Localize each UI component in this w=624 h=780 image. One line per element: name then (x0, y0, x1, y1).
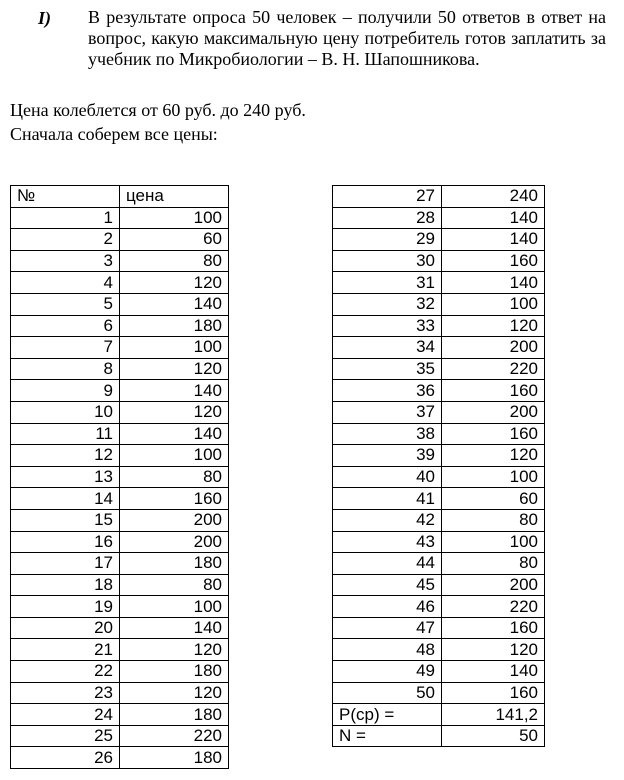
summary-value: 141,2 (442, 704, 545, 726)
row-price: 120 (120, 358, 229, 380)
table-row (11, 747, 229, 769)
row-number: 43 (333, 531, 442, 553)
row-price: 120 (120, 639, 229, 661)
row-price: 180 (120, 315, 229, 337)
table-row (11, 531, 229, 553)
table-row (333, 423, 545, 445)
row-number: 1 (11, 207, 120, 229)
table-row (333, 250, 545, 272)
row-number: 28 (333, 207, 442, 229)
row-price: 120 (120, 272, 229, 294)
price-range-text: Цена колеблется от 60 руб. до 240 руб. (10, 100, 306, 120)
table-row (333, 401, 545, 423)
table-row (333, 466, 545, 488)
row-price: 220 (442, 358, 545, 380)
row-price: 140 (120, 293, 229, 315)
row-price: 200 (120, 509, 229, 531)
summary-value: 50 (442, 725, 545, 747)
table-row (333, 445, 545, 467)
row-price: 80 (120, 250, 229, 272)
row-number: 12 (11, 445, 120, 467)
table-row (333, 358, 545, 380)
row-price: 180 (120, 747, 229, 769)
row-price: 80 (442, 509, 545, 531)
row-price: 180 (120, 553, 229, 575)
row-number: 32 (333, 293, 442, 315)
row-number: 17 (11, 553, 120, 575)
table-row (11, 466, 229, 488)
row-number: 15 (11, 509, 120, 531)
row-price: 160 (442, 423, 545, 445)
row-number: 6 (11, 315, 120, 337)
row-number: 22 (11, 661, 120, 683)
summary-label: N = (333, 725, 442, 747)
row-number: 23 (11, 682, 120, 704)
row-price: 140 (442, 229, 545, 251)
table-row (11, 725, 229, 747)
row-price: 200 (442, 574, 545, 596)
table-row (11, 315, 229, 337)
row-number: 42 (333, 509, 442, 531)
row-price: 100 (120, 207, 229, 229)
row-number: 39 (333, 445, 442, 467)
row-price: 100 (120, 596, 229, 618)
summary-label: P(ср) = (333, 704, 442, 726)
table-row (333, 531, 545, 553)
table-row (11, 704, 229, 726)
header-number: № (11, 186, 120, 208)
row-number: 9 (11, 380, 120, 402)
table-row (11, 250, 229, 272)
table-row (11, 617, 229, 639)
row-number: 31 (333, 272, 442, 294)
table-row (333, 661, 545, 683)
row-price: 140 (120, 423, 229, 445)
row-number: 41 (333, 488, 442, 510)
table-row (333, 617, 545, 639)
row-number: 18 (11, 574, 120, 596)
table-row (11, 682, 229, 704)
table-row (11, 445, 229, 467)
task-number: I) (38, 8, 51, 28)
row-number: 8 (11, 358, 120, 380)
table-row (11, 401, 229, 423)
row-price: 100 (120, 445, 229, 467)
row-number: 24 (11, 704, 120, 726)
row-number: 40 (333, 466, 442, 488)
table-row (333, 272, 545, 294)
row-price: 140 (442, 272, 545, 294)
table-row (11, 553, 229, 575)
row-price: 100 (442, 466, 545, 488)
row-price: 200 (120, 531, 229, 553)
row-price: 120 (442, 639, 545, 661)
row-number: 49 (333, 661, 442, 683)
row-number: 47 (333, 617, 442, 639)
row-number: 33 (333, 315, 442, 337)
table-row (11, 423, 229, 445)
table-row (333, 509, 545, 531)
table-row (333, 682, 545, 704)
row-number: 14 (11, 488, 120, 510)
row-price: 220 (120, 725, 229, 747)
row-price: 160 (442, 380, 545, 402)
row-price: 140 (120, 380, 229, 402)
row-number: 46 (333, 596, 442, 618)
row-price: 160 (120, 488, 229, 510)
row-price: 120 (442, 445, 545, 467)
table-row (11, 639, 229, 661)
table-row (333, 596, 545, 618)
row-price: 140 (442, 661, 545, 683)
row-price: 120 (120, 401, 229, 423)
table-row (333, 186, 545, 208)
row-number: 38 (333, 423, 442, 445)
row-price: 140 (442, 207, 545, 229)
row-number: 27 (333, 186, 442, 208)
row-number: 50 (333, 682, 442, 704)
table-row (11, 488, 229, 510)
table-row (333, 337, 545, 359)
row-price: 140 (120, 617, 229, 639)
row-price: 220 (442, 596, 545, 618)
table-row (11, 596, 229, 618)
row-price: 100 (120, 337, 229, 359)
row-price: 120 (120, 682, 229, 704)
row-number: 5 (11, 293, 120, 315)
table-row (333, 293, 545, 315)
row-number: 36 (333, 380, 442, 402)
table-row (333, 229, 545, 251)
row-price: 180 (120, 661, 229, 683)
table-row (11, 207, 229, 229)
price-table-left (10, 185, 229, 769)
row-price: 160 (442, 250, 545, 272)
table-row (11, 337, 229, 359)
table-header-row (11, 186, 229, 208)
row-number: 25 (11, 725, 120, 747)
row-number: 4 (11, 272, 120, 294)
row-number: 34 (333, 337, 442, 359)
row-price: 60 (120, 229, 229, 251)
table-row (333, 488, 545, 510)
row-number: 44 (333, 553, 442, 575)
table-row (11, 380, 229, 402)
row-price: 200 (442, 337, 545, 359)
row-number: 10 (11, 401, 120, 423)
row-number: 3 (11, 250, 120, 272)
row-price: 240 (442, 186, 545, 208)
row-price: 100 (442, 531, 545, 553)
price-table-right (332, 185, 545, 747)
table-row (333, 380, 545, 402)
row-price: 80 (442, 553, 545, 575)
row-number: 29 (333, 229, 442, 251)
table-row (333, 207, 545, 229)
table-row (11, 509, 229, 531)
row-price: 80 (120, 466, 229, 488)
row-number: 30 (333, 250, 442, 272)
table-row (333, 639, 545, 661)
row-number: 26 (11, 747, 120, 769)
table-row (333, 553, 545, 575)
row-price: 60 (442, 488, 545, 510)
row-price: 120 (442, 315, 545, 337)
row-number: 7 (11, 337, 120, 359)
row-number: 21 (11, 639, 120, 661)
table-row (11, 661, 229, 683)
row-price: 100 (442, 293, 545, 315)
table-row (11, 293, 229, 315)
summary-row (333, 725, 545, 747)
row-price: 160 (442, 617, 545, 639)
table-row (11, 229, 229, 251)
header-price: цена (120, 186, 229, 208)
table-row (11, 272, 229, 294)
row-number: 11 (11, 423, 120, 445)
summary-row (333, 704, 545, 726)
table-row (11, 358, 229, 380)
row-number: 48 (333, 639, 442, 661)
row-number: 45 (333, 574, 442, 596)
row-price: 200 (442, 401, 545, 423)
row-price: 180 (120, 704, 229, 726)
table-row (333, 574, 545, 596)
row-number: 19 (11, 596, 120, 618)
table-row (333, 315, 545, 337)
row-number: 37 (333, 401, 442, 423)
collect-prices-text: Сначала соберем все цены: (10, 124, 218, 144)
row-number: 13 (11, 466, 120, 488)
row-price: 80 (120, 574, 229, 596)
row-number: 16 (11, 531, 120, 553)
table-row (11, 574, 229, 596)
row-number: 35 (333, 358, 442, 380)
row-number: 20 (11, 617, 120, 639)
task-statement: В результате опроса 50 человек – получили 50 ответов в ответ на вопрос, какую максимальную цену потребитель готов заплатить за учебник по Микробиологии – В. Н. Шапошникова. (88, 7, 606, 69)
row-number: 2 (11, 229, 120, 251)
row-price: 160 (442, 682, 545, 704)
